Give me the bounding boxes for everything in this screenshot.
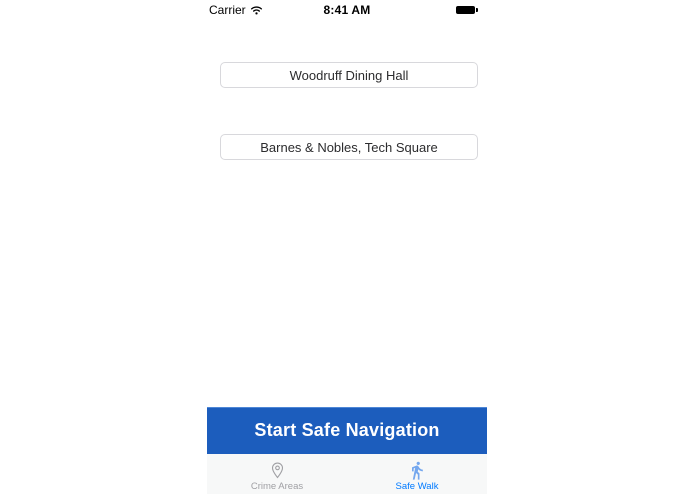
tab-safe-walk[interactable]	[347, 454, 487, 494]
status-bar-left	[209, 3, 263, 17]
carrier-label: Carrier	[209, 3, 246, 17]
status-bar	[207, 0, 487, 20]
origin-input[interactable]	[220, 62, 478, 88]
battery-icon	[456, 6, 478, 14]
start-safe-navigation-button[interactable]: Start Safe Navigation	[207, 407, 487, 454]
tab-crime-areas[interactable]	[207, 454, 347, 494]
walking-person-icon	[407, 460, 427, 481]
status-time: 8:41 AM	[323, 3, 371, 17]
destination-input[interactable]	[220, 134, 478, 160]
status-bar-right	[456, 6, 478, 14]
tab-label: Safe Walk	[395, 480, 439, 492]
tab-label: Crime Areas	[250, 480, 304, 492]
phone-screen	[207, 0, 487, 494]
tab-bar	[207, 454, 487, 494]
map-pin-icon	[268, 460, 287, 481]
wifi-icon	[250, 5, 263, 15]
